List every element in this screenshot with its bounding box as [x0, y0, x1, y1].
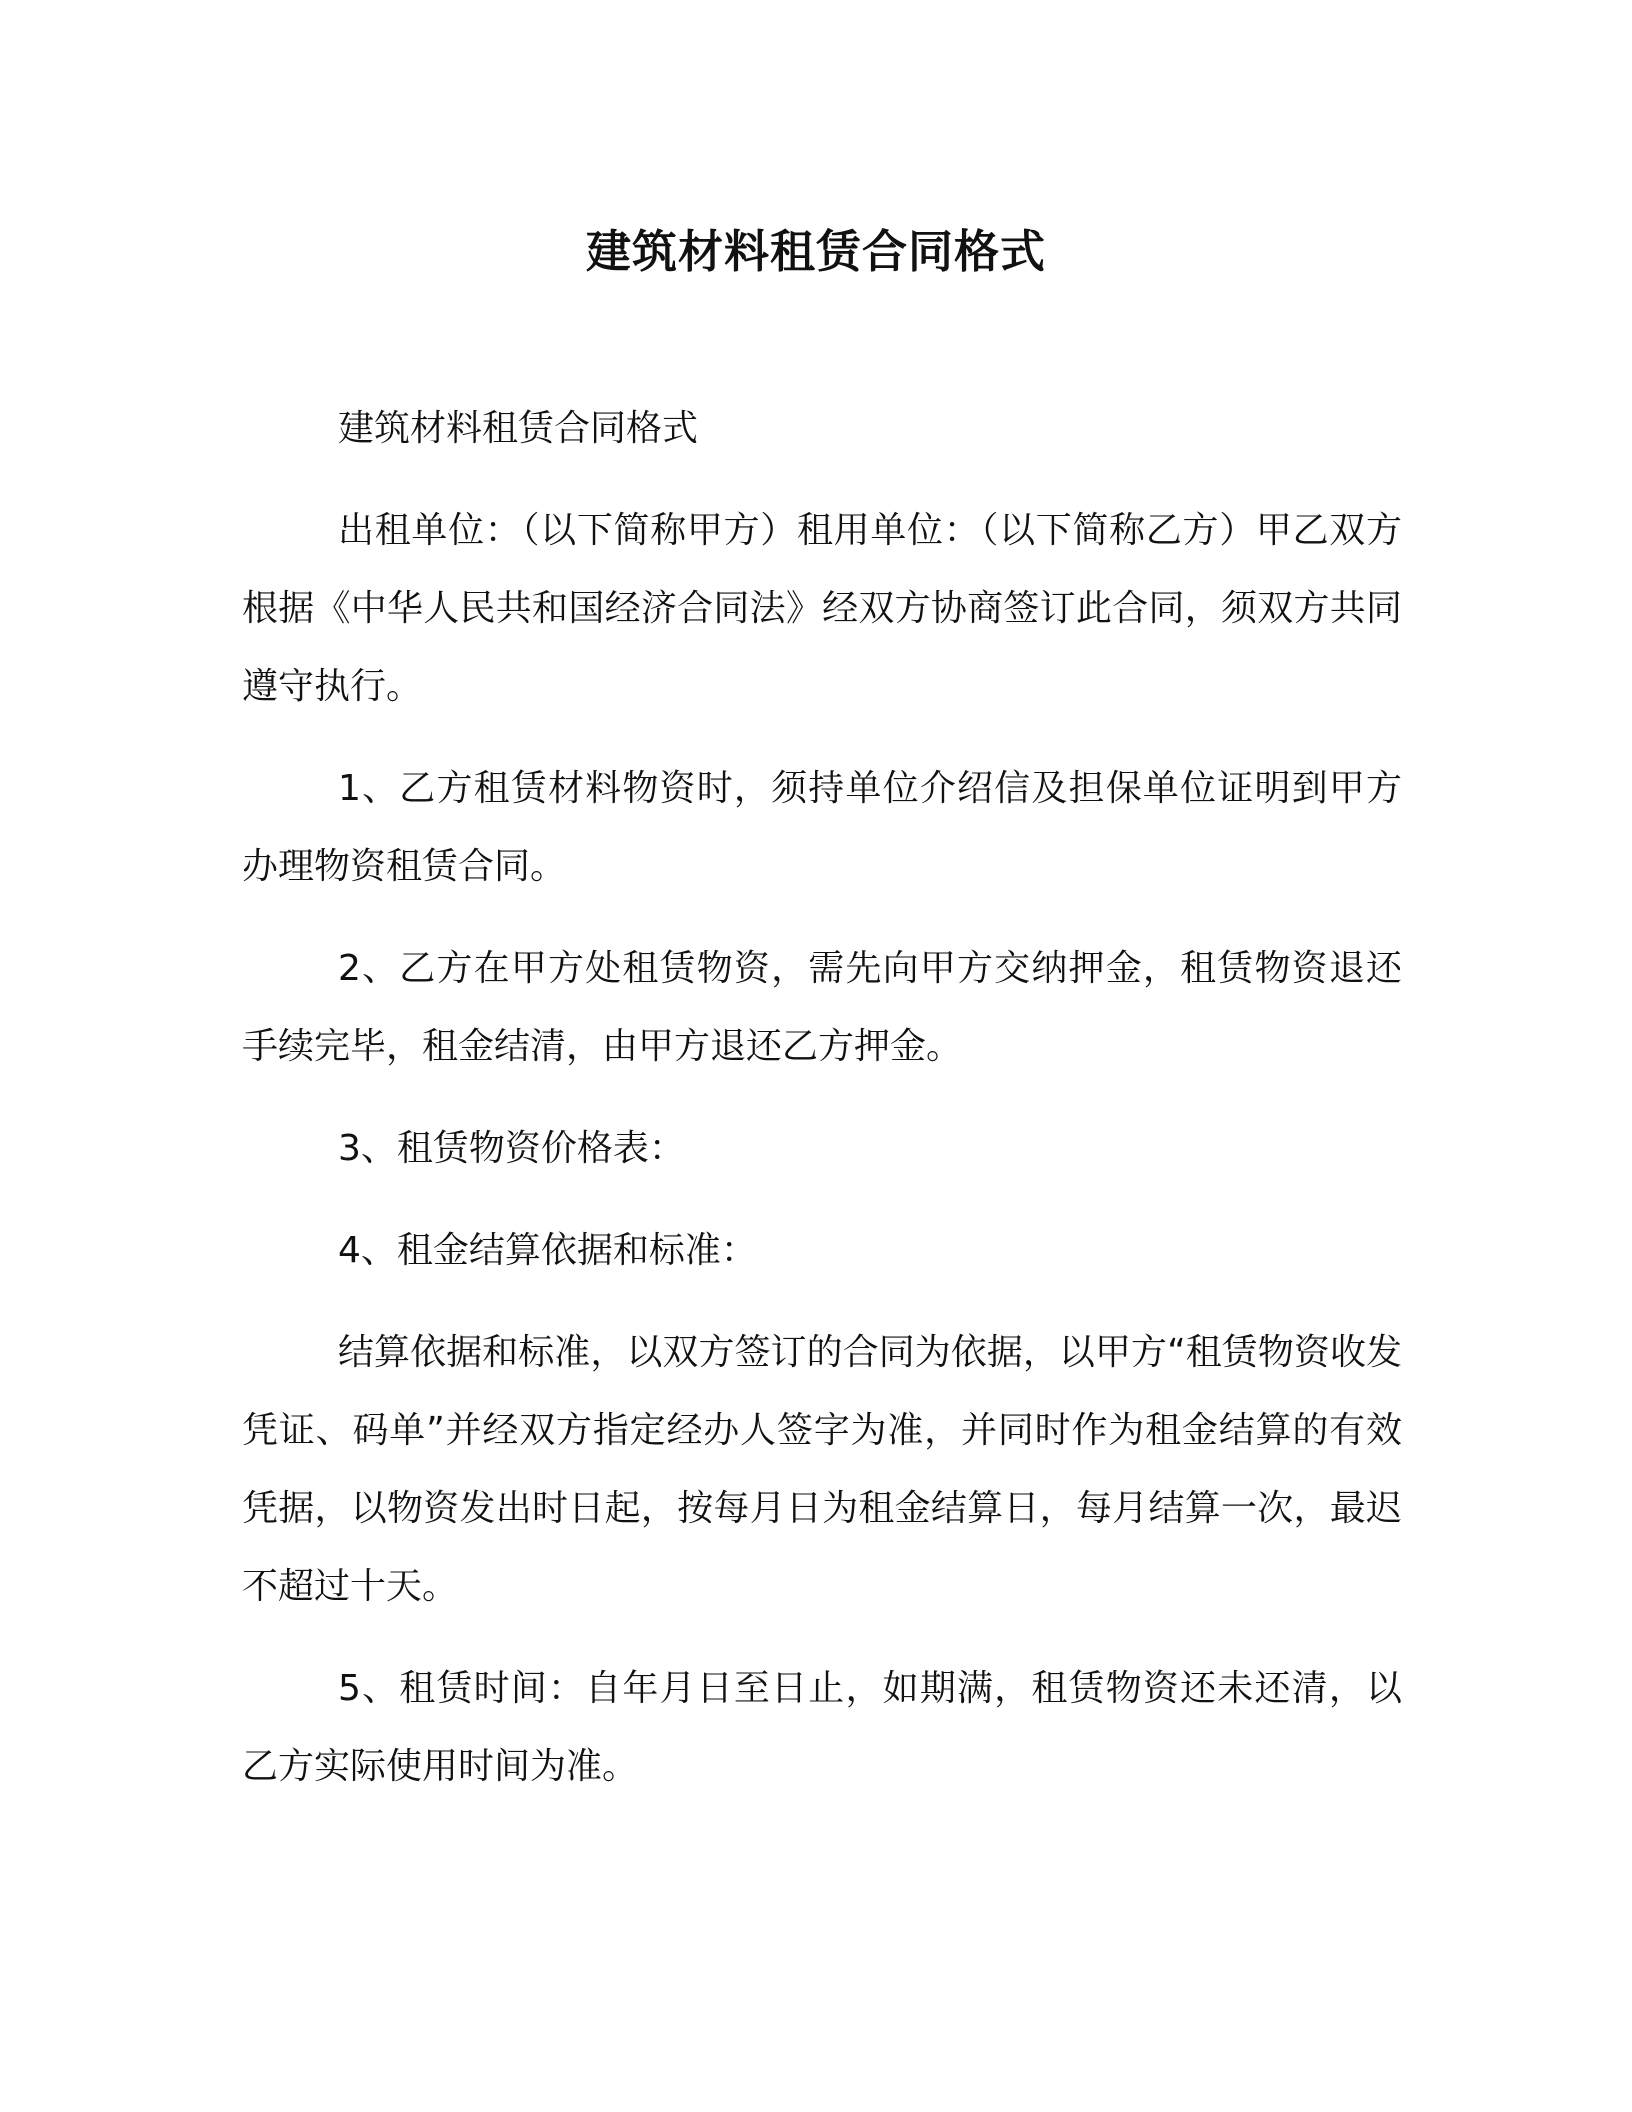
parties-paragraph: 出租单位：（以下简称甲方）租用单位：（以下简称乙方）甲乙双方根据《中华人民共和国经济合同法》经双方协商签订此合同，须双方共同遵守执行。: [242, 510, 1402, 707]
clause-4-paragraph: 4、租金结算依据和标准：: [338, 1230, 757, 1271]
clause-1-paragraph: 1、乙方租赁材料物资时，须持单位介绍信及担保单位证明到甲方办理物资租赁合同。: [242, 768, 1402, 887]
document-body: [242, 390, 1402, 1830]
clause-2-paragraph: 2、乙方在甲方处租赁物资，需先向甲方交纳押金，租赁物资退还手续完毕，租金结清，由甲方退还乙方押金。: [242, 948, 1402, 1067]
document-title: 建筑材料租赁合同格式: [585, 225, 1046, 278]
settlement-paragraph: 结算依据和标准，以双方签订的合同为依据，以甲方“租赁物资收发凭证、码单”并经双方指定经办人签字为准，并同时作为租金结算的有效凭据，以物资发出时日起，按每月日为租金结算日，每月结算一次，最迟不超过十天。: [242, 1332, 1402, 1607]
clause-5-paragraph: 5、租赁时间：自年月日至日止，如期满，租赁物资还未还清，以乙方实际使用时间为准。: [242, 1668, 1402, 1787]
subtitle-paragraph: 建筑材料租赁合同格式: [338, 408, 699, 449]
clause-3-paragraph: 3、租赁物资价格表：: [338, 1128, 685, 1169]
